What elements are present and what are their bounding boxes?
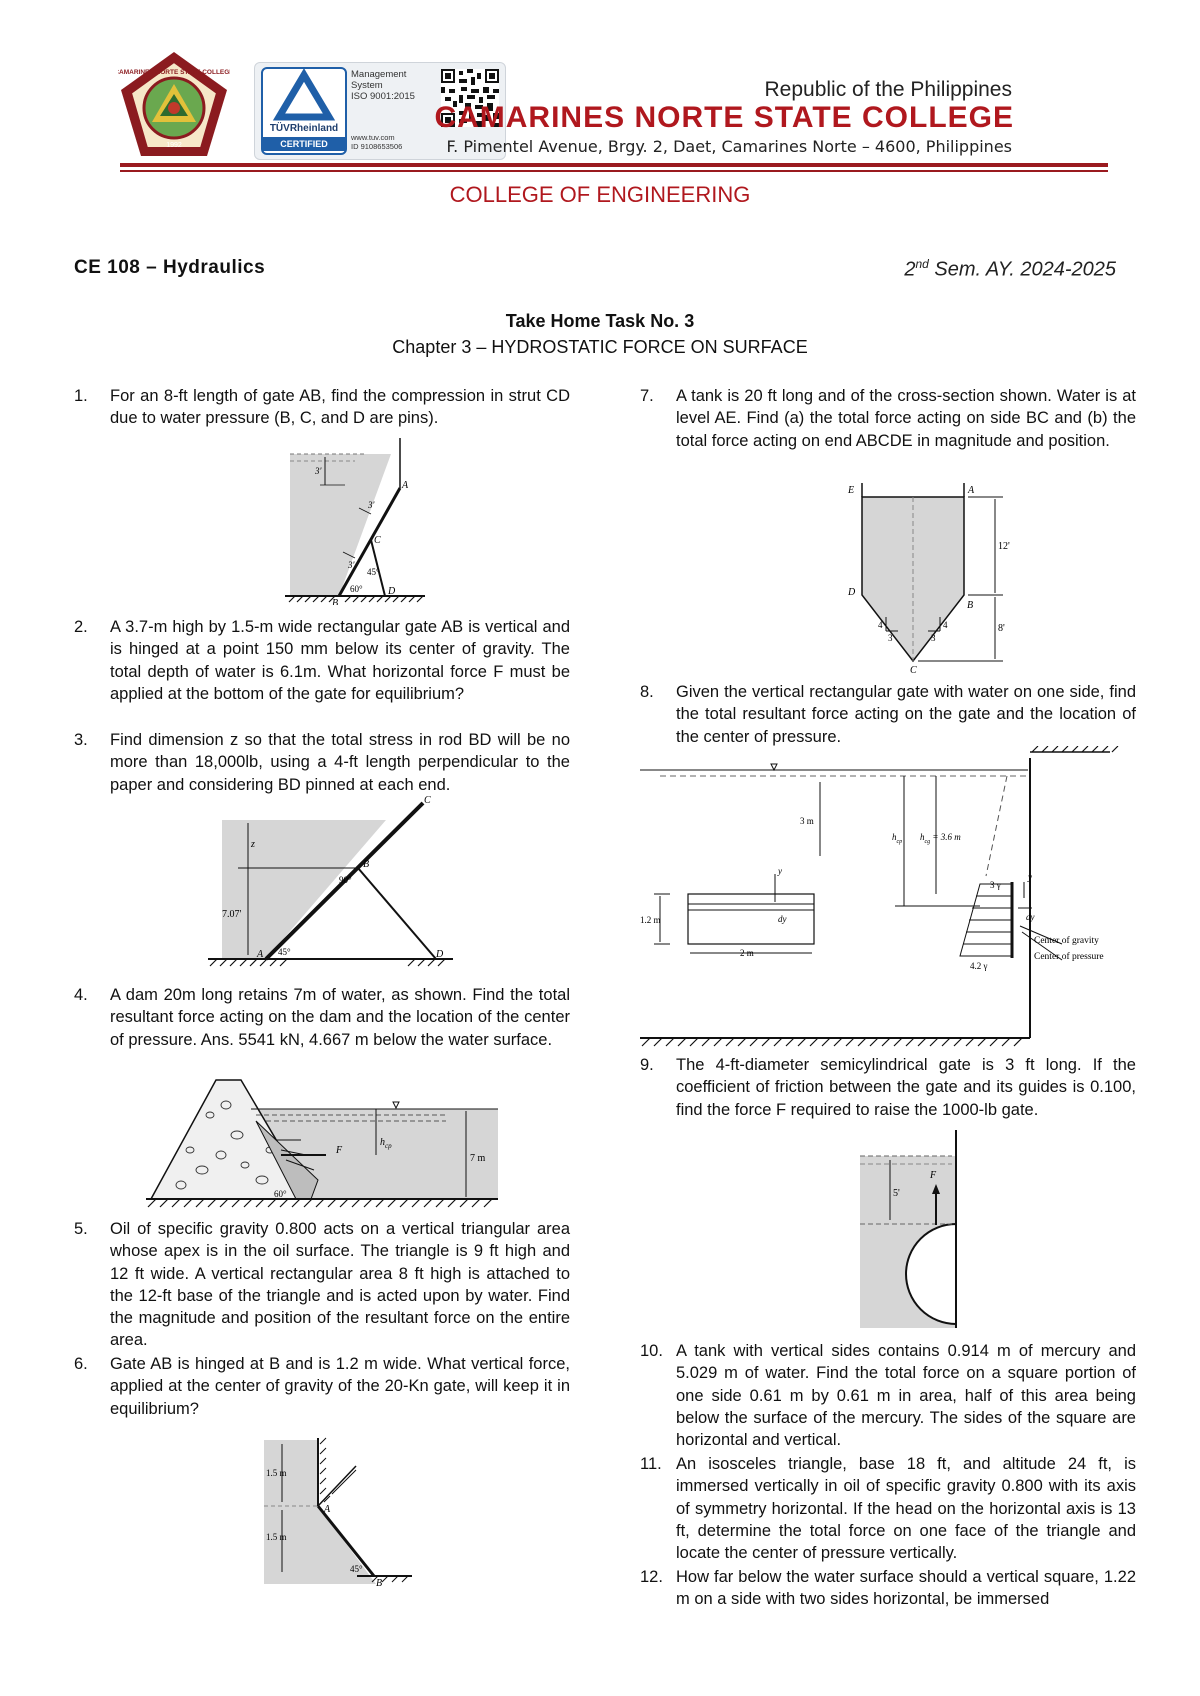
label-c: C [910, 665, 917, 673]
question-text: Given the vertical rectangular gate with water on one side, find the total resultant force acting on the gate and the location of the center of pressure. [676, 683, 1136, 746]
height-2: 1.5 m [266, 1532, 287, 1542]
question-number: 9. [640, 1056, 654, 1074]
department-name: COLLEGE OF ENGINEERING [449, 182, 751, 207]
label-dy-left: dy [778, 914, 787, 924]
label-center-pressure: Center of pressure [1034, 952, 1104, 962]
question-12 [640, 1566, 1136, 1611]
hcp-subscript: cp [385, 1142, 392, 1150]
question-number: 6. [74, 1355, 88, 1373]
question-6 [74, 1353, 570, 1420]
question-text: How far below the water surface should a vertical square, 1.22 m on a side with two sides horizontal, be immersed [676, 1568, 1136, 1609]
label-f: F [930, 1170, 937, 1181]
dim-3: 3' [348, 560, 355, 570]
label-f: F [336, 1145, 343, 1156]
pressure-top: 3 γ [990, 880, 1001, 890]
cert-system-line2: System [351, 80, 383, 91]
angle-45: 45° [350, 1564, 363, 1574]
figure-strut-gate [285, 430, 430, 605]
dim-z: z [251, 839, 255, 850]
label-hcg [920, 832, 961, 845]
tuv-brand: TÜVRheinland [269, 123, 339, 134]
question-1 [74, 385, 570, 430]
angle-45: 45° [367, 567, 380, 577]
hcg-subscript: cg [924, 839, 931, 845]
question-number: 5. [74, 1220, 88, 1238]
question-10 [640, 1340, 1136, 1451]
dim-1: 3' [315, 466, 322, 476]
cert-id: ID 9108653506 [351, 142, 403, 151]
label-a: A [324, 1504, 331, 1515]
depth-3m: 3 m [800, 816, 814, 826]
question-text: A tank with vertical sides contains 0.914 m of mercury and 5.029 m of water. Find the total force on a square portion of one side 0.61 m by 0.61 m in area, half of this area being below the surface of the mercury. The sides of the square are horizontal and vertical. [676, 1342, 1136, 1450]
republic-line: Republic of the Philippines [764, 78, 1012, 101]
tuv-triangle-icon [263, 69, 345, 125]
question-text: For an 8-ft length of gate AB, find the compression in strut CD due to water pressure (B, C, and D are pins). [110, 387, 570, 428]
question-number: 7. [640, 387, 654, 405]
seal-year: 1992 [166, 142, 182, 149]
label-a: A [257, 949, 264, 960]
label-b: B [332, 598, 339, 605]
figure-dam [146, 1075, 501, 1210]
question-text: Oil of specific gravity 0.800 acts on a vertical triangular area whose apex is in the oil surface. The triangle is 9 ft high and 12 ft wide. A vertical rectangular area 8 ft high is attached to the 12-ft base of the triangle and is acted upon by water. Find the magnitude and position of the resultant force on the entire area. [110, 1220, 570, 1350]
label-a: A [402, 480, 409, 491]
question-text: Find dimension z so that the total stress in rod BD will be no more than 18,000lb, using a 4-ft length perpendicular to the paper and considering BD pinned at each end. [110, 731, 570, 794]
question-text: A 3.7-m high by 1.5-m wide rectangular gate AB is vertical and is hinged at a point 150 mm below its center of gravity. The total depth of water is 6.1m. What horizontal force F must be applied at the bottom of the gate for equilibrium? [110, 618, 570, 703]
question-text: The 4-ft-diameter semicylindrical gate is 3 ft long. If the coefficient of friction between the gate and its guides is 0.100, find the force F required to raise the 1000-lb gate. [676, 1056, 1136, 1119]
header-divider-thin [120, 170, 1108, 172]
sem-ordinal: 2 [904, 258, 916, 281]
figure-hinged-gate [262, 1436, 422, 1596]
pressure-bottom: 4.2 γ [970, 961, 988, 971]
sem-rest: Sem. AY. 2024-2025 [928, 258, 1116, 281]
question-number: 10. [640, 1342, 663, 1360]
seal-text: CAMARINES NORTE STATE COLLEGE [118, 69, 230, 76]
slope-left-rise: 4 [878, 620, 883, 630]
college-seal [118, 50, 230, 160]
label-center-gravity: Center of gravity [1034, 936, 1099, 946]
height-8: 8' [998, 623, 1005, 634]
question-5 [74, 1218, 570, 1352]
question-11 [640, 1453, 1136, 1564]
question-text: Gate AB is hinged at B and is 1.2 m wide. What vertical force, applied at the center of gravity of the 20-Kn gate, will keep it in equilibrium? [110, 1355, 570, 1418]
header-divider [120, 163, 1108, 167]
label-c: C [374, 535, 381, 546]
gate-height: 1.2 m [640, 915, 661, 925]
question-number: 4. [74, 986, 88, 1004]
cert-system-line1: Management [351, 69, 407, 80]
label-d: D [848, 587, 856, 598]
label-d: D [388, 586, 396, 597]
semester [904, 257, 1116, 282]
question-text: A tank is 20 ft long and of the cross-section shown. Water is at level AE. Find (a) the total force acting on side BC and (b) the total force acting on end ABCDE in magnitude and position. [676, 387, 1136, 450]
depth-7m: 7 m [470, 1153, 486, 1164]
label-y-left: y [778, 866, 782, 876]
cert-standard: ISO 9001:2015 [351, 91, 415, 102]
college-name: CAMARINES NORTE STATE COLLEGE [434, 101, 1014, 134]
figure-rod-gate [208, 795, 458, 970]
label-y-right: y [1028, 872, 1032, 882]
dim-5: 5' [893, 1188, 900, 1199]
label-e: E [848, 485, 855, 496]
question-text: An isosceles triangle, base 18 ft, and altitude 24 ft, is immersed vertically in oil of specific gravity 0.800 with its axis of symmetry horizontal. If the head on the horizontal axis is 13 ft, determine the total force on one face of the triangle and locate the center of pressure vertically. [676, 1455, 1136, 1563]
figure-vertical-gate [640, 746, 1150, 1051]
hcp-symbol: h [892, 832, 897, 842]
height-12: 12' [998, 541, 1010, 552]
question-3 [74, 729, 570, 796]
figure-tank-section [838, 483, 1023, 673]
label-hcp [892, 832, 902, 845]
question-number: 1. [74, 387, 88, 405]
question-number: 11. [640, 1455, 662, 1473]
label-b: B [376, 1578, 383, 1589]
question-number: 3. [74, 731, 88, 749]
label-c: C [424, 795, 431, 806]
tuv-certified: CERTIFIED [263, 137, 345, 151]
angle-60: 60° [350, 584, 363, 594]
tuv-logo [261, 67, 347, 155]
college-address: F. Pimentel Avenue, Brgy. 2, Daet, Camarines Norte – 4600, Philippines [446, 137, 1012, 156]
angle-45: 45° [278, 947, 291, 957]
slope-left-run: 3 [888, 633, 893, 643]
question-8 [640, 681, 1136, 748]
question-number: 2. [74, 618, 88, 636]
hcg-value: = 3.6 m [930, 832, 961, 842]
hcp-subscript: cp [896, 839, 903, 845]
dim-707: 7.07' [222, 909, 242, 920]
height-1: 1.5 m [266, 1468, 287, 1478]
label-a: A [968, 485, 975, 496]
angle-60: 60° [274, 1189, 287, 1199]
label-b: B [363, 859, 370, 870]
sem-suffix: nd [915, 257, 929, 271]
question-number: 8. [640, 683, 654, 701]
figure-semicylinder-gate [856, 1130, 968, 1330]
question-2 [74, 616, 570, 705]
question-text: A dam 20m long retains 7m of water, as shown. Find the total resultant force acting on the dam and the location of the center of pressure. Ans. 5541 kN, 4.667 m below the water surface. [110, 986, 570, 1049]
question-7 [640, 385, 1136, 452]
gate-width: 2 m [740, 948, 754, 958]
dim-2: 3' [368, 500, 375, 510]
slope-right-run: 3 [931, 633, 936, 643]
cert-website: www.tuv.com [351, 133, 395, 142]
hcg-symbol: h [920, 832, 925, 842]
label-dy-right: dy [1026, 912, 1035, 922]
task-title: Take Home Task No. 3 [505, 311, 695, 331]
question-number: 12. [640, 1568, 663, 1586]
angle-90: 90° [339, 875, 352, 885]
question-9 [640, 1054, 1136, 1121]
question-4 [74, 984, 570, 1051]
course-title: CE 108 – Hydraulics [74, 257, 266, 278]
label-d: D [436, 949, 444, 960]
slope-right-rise: 4 [943, 620, 948, 630]
hcp-symbol: h [380, 1137, 385, 1148]
chapter-title: Chapter 3 – HYDROSTATIC FORCE ON SURFACE [392, 337, 808, 357]
label-b: B [967, 600, 974, 611]
